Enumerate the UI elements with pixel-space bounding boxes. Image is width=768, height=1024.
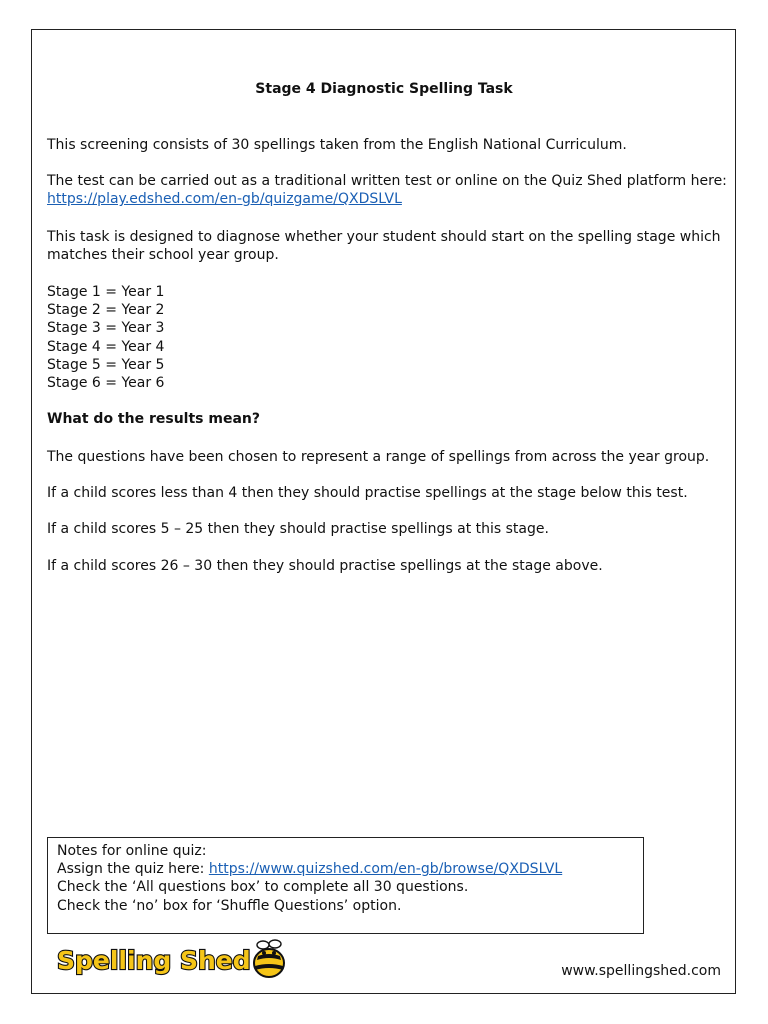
notes-line: Check the ‘no’ box for ‘Shuffle Questions’ option. [57, 897, 402, 914]
test-paragraph-text: The test can be carried out as a traditional written test or online on the Quiz Shed platform here: [47, 173, 727, 189]
test-paragraph [47, 172, 727, 208]
quiz-game-link[interactable]: https://play.edshed.com/en-gb/quizgame/QXDSLVL [47, 191, 402, 208]
diagnose-paragraph: This task is designed to diagnose whether your student should start on the spelling stage which matches their school year group. [47, 229, 721, 264]
results-heading: What do the results mean? [47, 411, 260, 427]
bee-icon [254, 940, 284, 977]
logo-wordmark: Spelling Shed [57, 946, 251, 975]
notes-heading: Notes for online quiz: [57, 843, 207, 859]
notes-line: Check the ‘All questions box’ to complete all 30 questions. [57, 879, 469, 896]
stage-item: Stage 1 = Year 1 [47, 284, 165, 300]
page-title: Stage 4 Diagnostic Spelling Task [255, 81, 513, 97]
intro-paragraph: This screening consists of 30 spellings taken from the English National Curriculum. [47, 137, 627, 153]
results-paragraph: If a child scores 26 – 30 then they should practise spellings at the stage above. [47, 558, 603, 574]
spelling-shed-logo [53, 935, 293, 981]
stage-item: Stage 4 = Year 4 [47, 338, 165, 355]
notes-assign-line [57, 860, 634, 878]
notes-assign-text: Assign the quiz here: [57, 861, 209, 878]
stage-item: Stage 5 = Year 5 [47, 356, 165, 373]
footer-website: www.spellingshed.com [561, 963, 721, 979]
stage-item: Stage 2 = Year 2 [47, 302, 165, 319]
results-paragraph: If a child scores 5 – 25 then they should practise spellings at this stage. [47, 521, 549, 537]
stage-list [47, 283, 727, 392]
results-paragraph: The questions have been chosen to represent a range of spellings from across the year group. [47, 449, 710, 465]
stage-item: Stage 6 = Year 6 [47, 375, 165, 392]
results-paragraph: If a child scores less than 4 then they should practise spellings at the stage below this test. [47, 485, 688, 501]
stage-item: Stage 3 = Year 3 [47, 320, 165, 337]
online-quiz-notes [47, 837, 644, 934]
assign-quiz-link[interactable]: https://www.quizshed.com/en-gb/browse/QXDSLVL [208, 861, 563, 878]
